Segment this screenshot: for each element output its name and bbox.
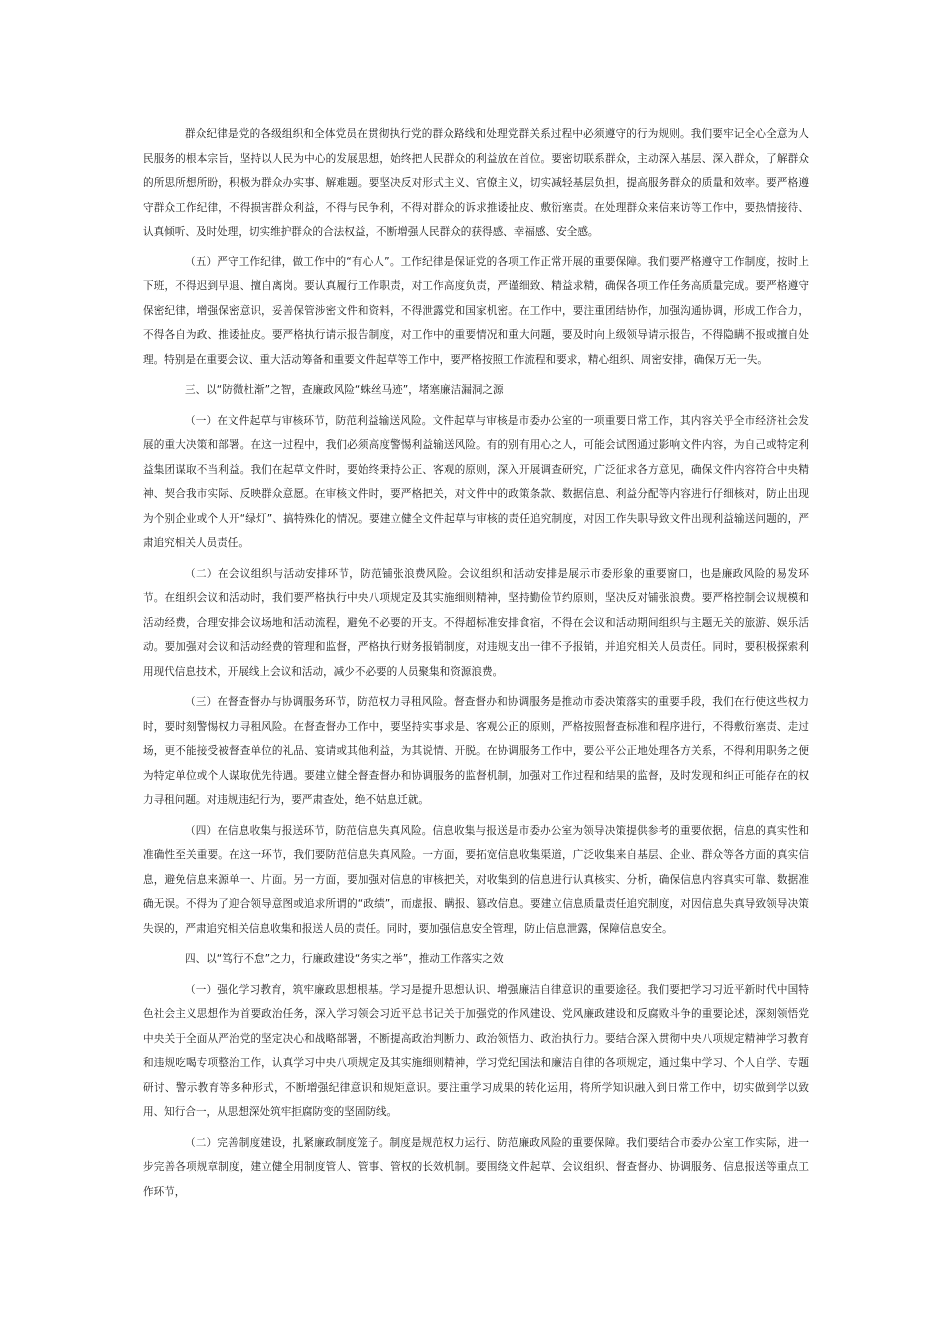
paragraph-meeting-organization: （二）在会议组织与活动安排环节，防范铺张浪费风险。会议组织和活动安排是展示市委形象的重要窗口，也是廉政风险的易发环节。在组织会议和活动时，我们要严格执行中央八项规定及其实施细则精神，坚持勤俭节约原则，坚决反对铺张浪费。要严格控制会议规模和活动经费，合理安排会议场地和活动流程，避免不必要的开支。不得超标准安排食宿，不得在会议和活动期间组织与主题无关的旅游、娱乐活动。要加强对会议和活动经费的管理和监督，严格执行财务报销制度，对违规支出一律不予报销，并追究相关人员责任。同时，要积极探索利用现代信息技术，开展线上会议和活动，减少不必要的人员聚集和资源浪费。: [143, 567, 809, 678]
paragraph-work-discipline: （五）严守工作纪律，做工作中的“有心人”。工作纪律是保证党的各项工作正常开展的重要保障。我们要严格遵守工作制度，按时上下班，不得迟到早退、擅自离岗。要认真履行工作职责，对工作高度负责，严谨细致、精益求精，确保各项工作任务高质量完成。要严格遵守保密纪律，增强保密意识，妥善保管涉密文件和资料，不得泄露党和国家机密。在工作中，要注重团结协作，加强沟通协调，形成工作合力，不得各自为政、推诿扯皮。要严格执行请示报告制度，对工作中的重要情况和重大问题，要及时向上级领导请示报告，不得隐瞒不报或擅自处理。特别是在重要会议、重大活动筹备和重要文件起草等工作中，要严格按照工作流程和要求，精心组织、周密安排，确保万无一失。: [143, 255, 809, 366]
paragraph-information-collection: （四）在信息收集与报送环节，防范信息失真风险。信息收集与报送是市委办公室为领导决策提供参考的重要依据，信息的真实性和准确性至关重要。在这一环节，我们要防范信息失真风险。一方面，要拓宽信息收集渠道，广泛收集来自基层、企业、群众等各方面的真实信息，避免信息来源单一、片面。另一方面，要加强对信息的审核把关，对收集到的信息进行认真核实、分析，确保信息内容真实可靠、数据准确无误。不得为了迎合领导意图或追求所谓的“政绩”，而虚报、瞒报、篡改信息。要建立信息质量责任追究制度，对因信息失真导致领导决策失误的，严肃追究相关信息收集和报送人员的责任。同时，要加强信息安全管理，防止信息泄露，保障信息安全。: [143, 824, 809, 935]
paragraph-document-drafting: （一）在文件起草与审核环节，防范利益输送风险。文件起草与审核是市委办公室的一项重要日常工作，其内容关乎全市经济社会发展的重大决策和部署。在这一过程中，我们必须高度警惕利益输送风险。有的别有用心之人，可能会试图通过影响文件内容，为自己或特定利益集团谋取不当利益。我们在起草文件时，要始终秉持公正、客观的原则，深入开展调查研究，广泛征求各方意见，确保文件内容符合中央精神、契合我市实际、反映群众意愿。在审核文件时，要严格把关，对文件中的政策条款、数据信息、利益分配等内容进行仔细核对，防止出现为个别企业或个人开“绿灯”、搞特殊化的情况。要建立健全文件起草与审核的责任追究制度，对因工作失职导致文件出现利益输送问题的，严肃追究相关人员责任。: [143, 414, 809, 549]
section-heading-three: 三、以“防微杜渐”之智，查廉政风险“蛛丝马迹”，堵塞廉洁漏洞之源: [185, 384, 504, 396]
paragraph-system-construction: （二）完善制度建设，扎紧廉政制度笼子。制度是规范权力运行、防范廉政风险的重要保障。我们要结合市委办公室工作实际，进一步完善各项规章制度，建立健全用制度管人、管事、管权的长效机制。要围绕文件起草、会议组织、督查督办、协调服务、信息报送等重点工作环节，: [143, 1136, 809, 1198]
paragraph-mass-discipline: 群众纪律是党的各级组织和全体党员在贯彻执行党的群众路线和处理党群关系过程中必须遵守的行为规则。我们要牢记全心全意为人民服务的根本宗旨，坚持以人民为中心的发展思想，始终把人民群众的利益放在首位。要密切联系群众，主动深入基层、深入群众，了解群众的所思所想所盼，积极为群众办实事、解难题。要坚决反对形式主义、官僚主义，切实减轻基层负担，提高服务群众的质量和效率。要严格遵守群众工作纪律，不得损害群众利益，不得与民争利，不得对群众的诉求推诿扯皮、敷衍塞责。在处理群众来信来访等工作中，要热情接待、认真倾听、及时处理，切实维护群众的合法权益，不断增强人民群众的获得感、幸福感、安全感。: [143, 128, 809, 238]
section-heading-four: 四、以“笃行不怠”之力，行廉政建设“务实之举”，推动工作落实之效: [185, 953, 504, 965]
paragraph-learning-education: （一）强化学习教育，筑牢廉政思想根基。学习是提升思想认识、增强廉洁自律意识的重要途径。我们要把学习习近平新时代中国特色社会主义思想作为首要政治任务，深入学习领会习近平总书记关于加强党的作风建设、党风廉政建设和反腐败斗争的重要论述，深刻领悟党中央关于全面从严治党的坚定决心和战略部署，不断提高政治判断力、政治领悟力、政治执行力。要结合深入贯彻中央八项规定精神学习教育和违规吃喝专项整治工作，认真学习中央八项规定及其实施细则精神，学习党纪国法和廉洁自律的各项规定，通过集中学习、个人自学、专题研讨、警示教育等多种形式，不断增强纪律意识和规矩意识。要注重学习成果的转化运用，将所学知识融入到日常工作中，切实做到学以致用、知行合一，从思想深处筑牢拒腐防变的坚固防线。: [143, 983, 809, 1118]
document-page: [143, 122, 809, 1204]
paragraph-supervision: （三）在督查督办与协调服务环节，防范权力寻租风险。督查督办和协调服务是推动市委决策落实的重要手段，我们在行使这些权力时，要时刻警惕权力寻租风险。在督查督办工作中，要坚持实事求是、客观公正的原则，严格按照督查标准和程序进行，不得敷衍塞责、走过场，更不能接受被督查单位的礼品、宴请或其他利益，为其说情、开脱。在协调服务工作中，要公平公正地处理各方关系，不得利用职务之便为特定单位或个人谋取优先待遇。要建立健全督查督办和协调服务的监督机制，加强对工作过程和结果的监督，及时发现和纠正可能存在的权力寻租问题。对违规违纪行为，要严肃查处，绝不姑息迁就。: [143, 696, 809, 806]
